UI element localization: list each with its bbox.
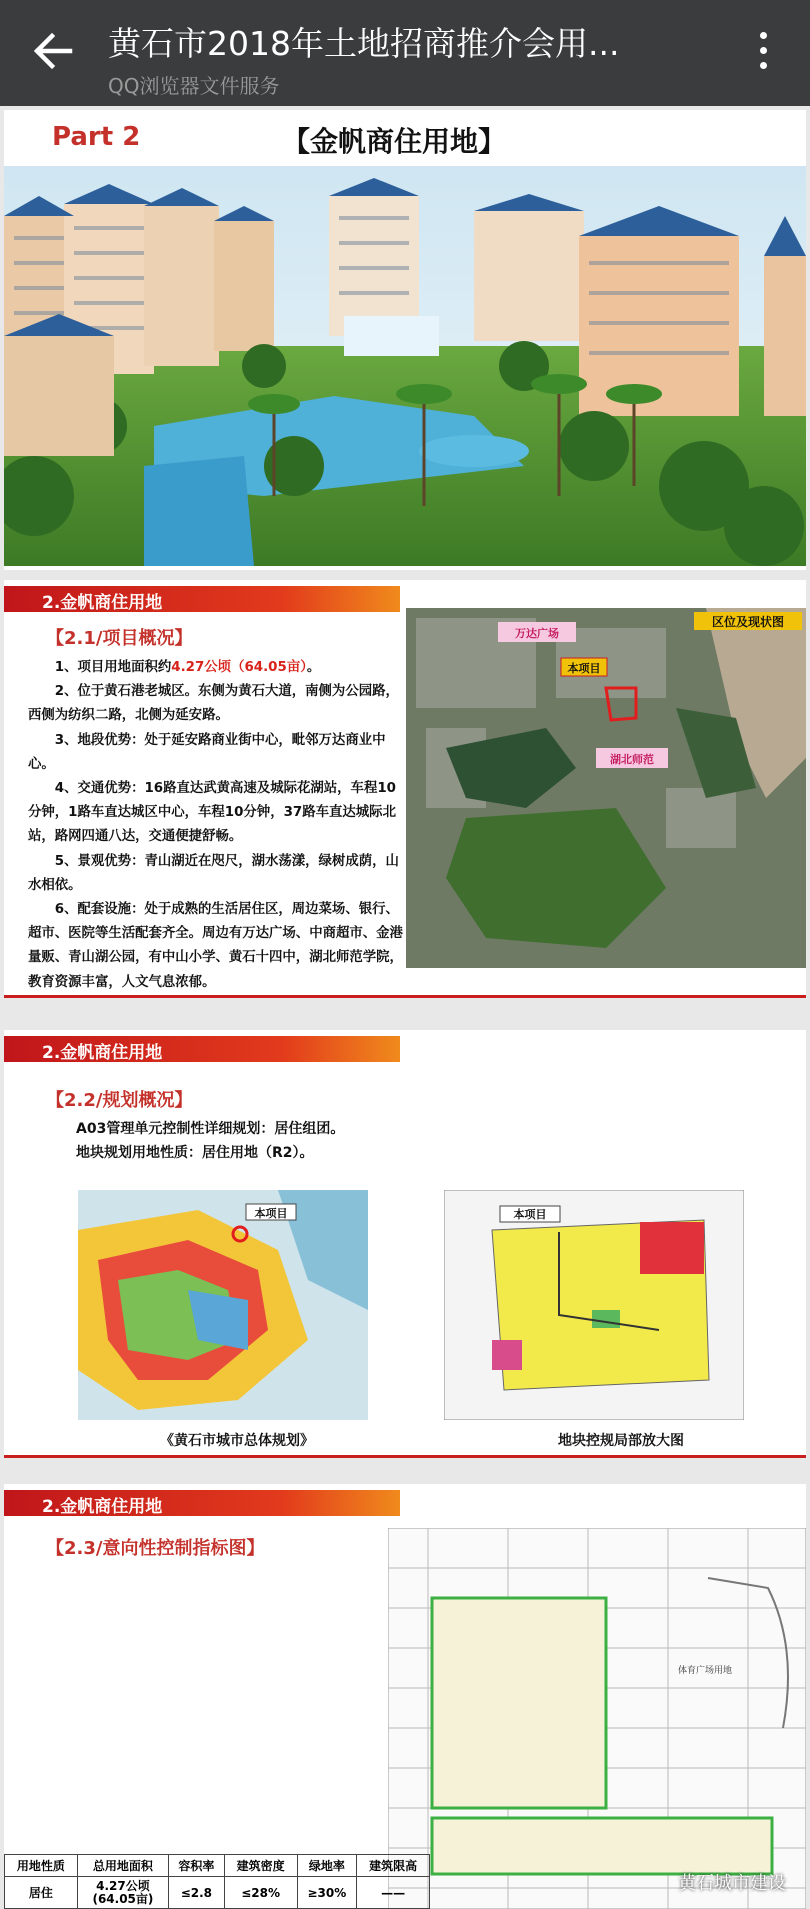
section-bar-label: 2.金帆商住用地: [42, 1043, 163, 1063]
overview-item-1: [28, 656, 408, 680]
section-bar: [4, 1490, 400, 1516]
header-far: 容积率: [169, 1855, 225, 1877]
slide-planning-overview: [4, 1030, 806, 1458]
site-area-highlight: 4.27公顷（64.05亩）: [171, 660, 307, 675]
regulatory-plan-project-label: 本项目: [513, 1208, 547, 1221]
cell-density: ≤28%: [224, 1877, 297, 1909]
section-bar-label: 2.金帆商住用地: [42, 593, 163, 613]
residential-rendering-image: [4, 166, 806, 566]
app-header: [0, 0, 810, 106]
overview-item-1-text: 1、项目用地面积约: [54, 660, 172, 675]
section-heading: 【2.3/意向性控制指标图】: [46, 1538, 265, 1559]
header-green-ratio: 绿地率: [297, 1855, 357, 1877]
overview-text: [28, 656, 408, 995]
master-plan-caption: 《黄石市城市总体规划》: [160, 1433, 314, 1449]
regulatory-plan-enlarged-map: [444, 1190, 744, 1420]
cell-land-use: 居住: [5, 1877, 78, 1909]
watermark: 黄石城市建设: [678, 1873, 786, 1894]
overview-item-2: 2、位于黄石港老城区。东侧为黄石大道，南侧为公园路，西侧为纺织二路，北侧为延安路。: [28, 684, 399, 724]
section-bar: [4, 1036, 400, 1062]
control-indicator-plan-drawing: [388, 1528, 806, 1909]
overview-item-4: 4、交通优势：16路直达武黄高速及城际花湖站，车程10分钟，1路车直达城区中心，车程10分钟，37路车直达城际北站，路网四通八达，交通便捷舒畅。: [28, 781, 396, 845]
project-label: 本项目: [567, 662, 601, 675]
back-button[interactable]: [30, 28, 76, 74]
overview-item-6: 6、配套设施：处于成熟的生活居住区，周边菜场、银行、超市、医院等生活配套齐全。周边有万达广场、中商超市、金港量贩、青山湖公园，有中山小学、黄石十四中，湖北师范学院，教育资源丰富，人文气息浓郁。: [28, 902, 403, 990]
more-vertical-icon: [760, 32, 768, 69]
overview-item-5: 5、景观优势：青山湖近在咫尺，湖水荡漾，绿树成荫，山水相依。: [28, 853, 399, 893]
slide-control-indicators: [4, 1484, 806, 1909]
indicator-table: [4, 1854, 430, 1909]
city-master-plan-map: [78, 1190, 368, 1420]
planning-line-2: 地块规划用地性质：居住用地（R2）。: [76, 1145, 314, 1161]
header-density: 建筑密度: [224, 1855, 297, 1877]
header-land-use: 用地性质: [5, 1855, 78, 1877]
overview-item-1-end: 。: [306, 660, 321, 675]
section-bar-label: 2.金帆商住用地: [42, 1497, 163, 1517]
regulatory-plan-caption: 地块控规局部放大图: [558, 1433, 684, 1449]
section-heading: 【2.2/规划概况】: [46, 1090, 193, 1111]
slide-project-overview: [4, 580, 806, 998]
indicator-table-header: [5, 1855, 430, 1877]
section-heading: 【2.1/项目概况】: [46, 628, 193, 649]
slide-title: 【金帆商住用地】: [282, 125, 507, 158]
more-options-button[interactable]: [760, 32, 768, 72]
location-satellite-map: [406, 608, 806, 968]
section-bar: [4, 586, 400, 612]
overview-item-3: 3、地段优势：处于延安路商业街中心，毗邻万达商业中心。: [28, 732, 386, 772]
cell-total-area: 4.27公顷 (64.05亩): [77, 1877, 168, 1909]
document-title: 黄石市2018年土地招商推介会用...: [108, 24, 620, 63]
hubei-normal-label: 湖北师范: [610, 753, 654, 766]
document-subtitle: QQ浏览器文件服务: [108, 74, 280, 98]
master-plan-project-label: 本项目: [254, 1207, 288, 1220]
cell-green-ratio: ≥30%: [297, 1877, 357, 1909]
header-height-limit: 建筑限高: [357, 1855, 430, 1877]
cell-height-limit: ——: [357, 1877, 430, 1909]
header-total-area: 总用地面积: [77, 1855, 168, 1877]
slide-part2-cover: [4, 110, 806, 570]
planning-line-1: A03管理单元控制性详细规划：居住组团。: [76, 1121, 345, 1137]
map-title-label: 区位及现状图: [711, 615, 785, 629]
plan-label: 体育广场用地: [678, 1666, 733, 1676]
arrow-left-icon: [30, 28, 76, 74]
indicator-table-row: [5, 1877, 430, 1909]
wanda-label: 万达广场: [515, 627, 559, 640]
cell-far: ≤2.8: [169, 1877, 225, 1909]
part-label: Part 2: [52, 122, 141, 152]
